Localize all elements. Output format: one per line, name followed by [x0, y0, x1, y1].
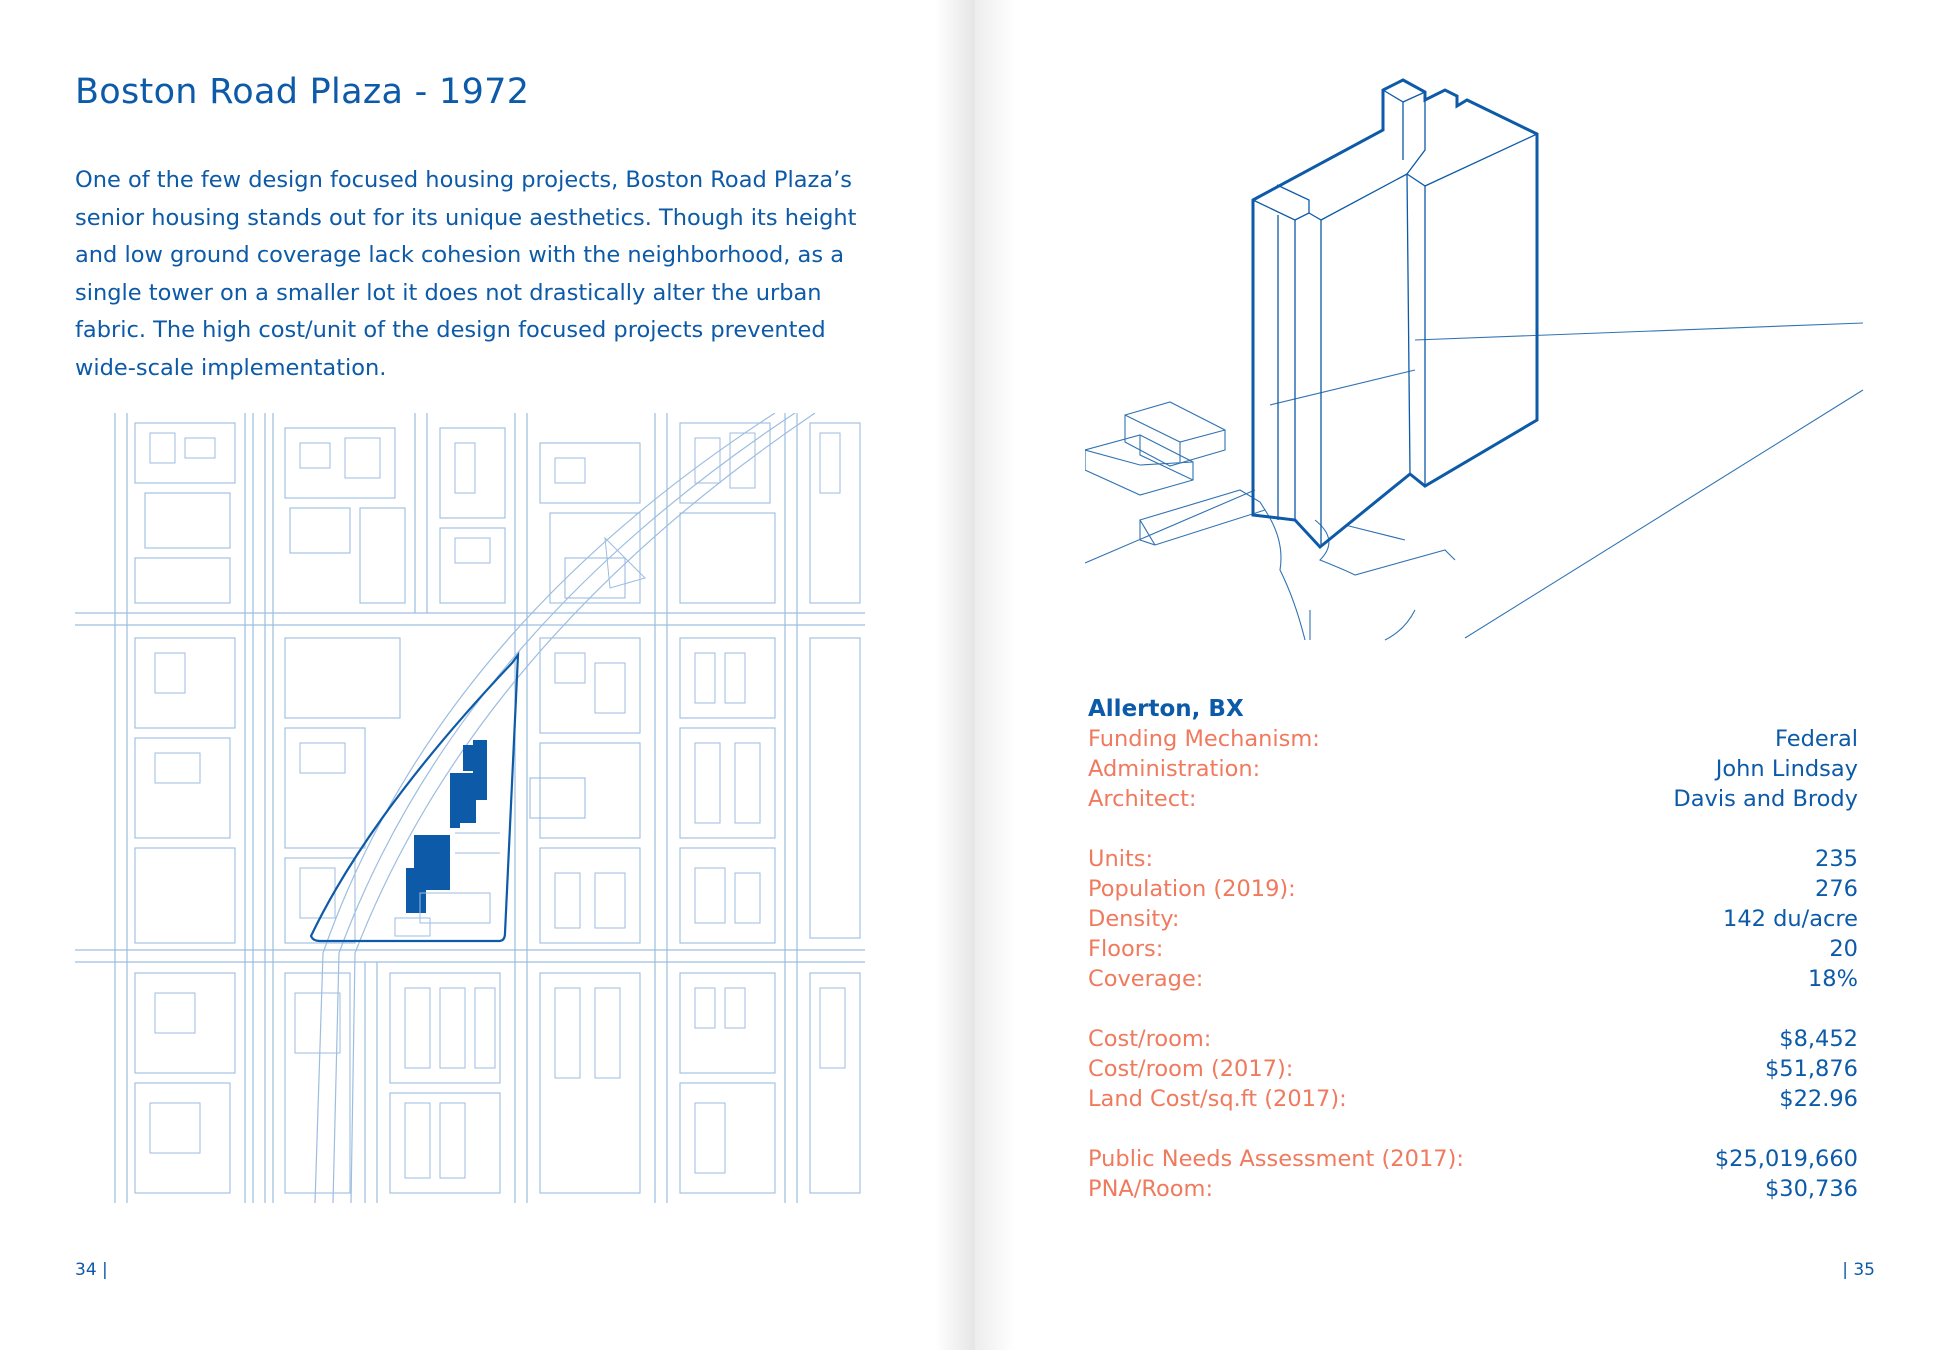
stat-label: Floors: [1088, 936, 1164, 962]
stat-value: $25,019,660 [1714, 1146, 1858, 1172]
stat-label: PNA/Room: [1088, 1176, 1214, 1202]
project-stats [1088, 694, 1858, 1234]
context-lines [1085, 323, 1863, 640]
page-gutter-shadow-right [975, 0, 1015, 1350]
stat-row [1088, 1174, 1858, 1204]
map-small-buildings [150, 433, 845, 1178]
page-number-right: | 35 [1842, 1260, 1875, 1280]
stat-label: Land Cost/sq.ft (2017): [1088, 1086, 1347, 1112]
stat-row [1088, 904, 1858, 934]
stat-label: Public Needs Assessment (2017): [1088, 1146, 1464, 1172]
stat-label: Cost/room (2017): [1088, 1056, 1294, 1082]
stat-label: Cost/room: [1088, 1026, 1212, 1052]
stat-value: $8,452 [1779, 1026, 1858, 1052]
stat-label: Population (2019): [1088, 876, 1296, 902]
stat-value: $51,876 [1764, 1056, 1858, 1082]
axonometric-drawing [1085, 70, 1865, 650]
stats-group-funding [1088, 724, 1858, 814]
stat-value: John Lindsay [1715, 756, 1858, 782]
stat-label: Funding Mechanism: [1088, 726, 1320, 752]
stat-row [1088, 1054, 1858, 1084]
intro-paragraph: One of the few design focused housing projects, Boston Road Plaza’s senior housing stands out for its unique aesthetics. Though its height and low ground coverage lack cohesion with the neighborhood, as a single tower on a smaller lot it does not drastically alter the urban fabric. The high cost/unit of the design focused projects prevented wide-scale implementation. [75, 167, 857, 381]
stat-value: $30,736 [1764, 1176, 1858, 1202]
right-page [975, 0, 1950, 1350]
stat-row [1088, 1024, 1858, 1054]
stat-value: 18% [1807, 966, 1858, 992]
stat-row [1088, 784, 1858, 814]
site-buildings [406, 740, 487, 913]
stat-row [1088, 844, 1858, 874]
stat-row [1088, 1084, 1858, 1114]
stat-row [1088, 754, 1858, 784]
stat-value: 142 du/acre [1723, 906, 1858, 932]
stat-label: Coverage: [1088, 966, 1204, 992]
stat-label: Units: [1088, 846, 1154, 872]
stat-label: Density: [1088, 906, 1180, 932]
location-heading: Allerton, BX [1088, 696, 1244, 722]
stats-group-cost [1088, 1024, 1858, 1114]
map-blocks [135, 423, 860, 1193]
stat-value: $22.96 [1779, 1086, 1858, 1112]
stat-label: Administration: [1088, 756, 1261, 782]
stat-row [1088, 964, 1858, 994]
stat-row [1088, 1144, 1858, 1174]
stat-value: Davis and Brody [1673, 786, 1858, 812]
site-plan-map [75, 413, 865, 1203]
stat-row [1088, 934, 1858, 964]
stat-value: 276 [1815, 876, 1858, 902]
page-title: Boston Road Plaza - 1972 [75, 72, 530, 112]
page-number-left: 34 | [75, 1260, 108, 1280]
stat-row [1088, 724, 1858, 754]
stat-value: Federal [1775, 726, 1858, 752]
page-gutter-shadow [935, 0, 975, 1350]
tower [1253, 80, 1537, 547]
stat-row [1088, 874, 1858, 904]
stat-value: 235 [1815, 846, 1858, 872]
stats-group-units [1088, 844, 1858, 994]
stats-group-pna [1088, 1144, 1858, 1204]
stat-value: 20 [1829, 936, 1858, 962]
stat-label: Architect: [1088, 786, 1197, 812]
